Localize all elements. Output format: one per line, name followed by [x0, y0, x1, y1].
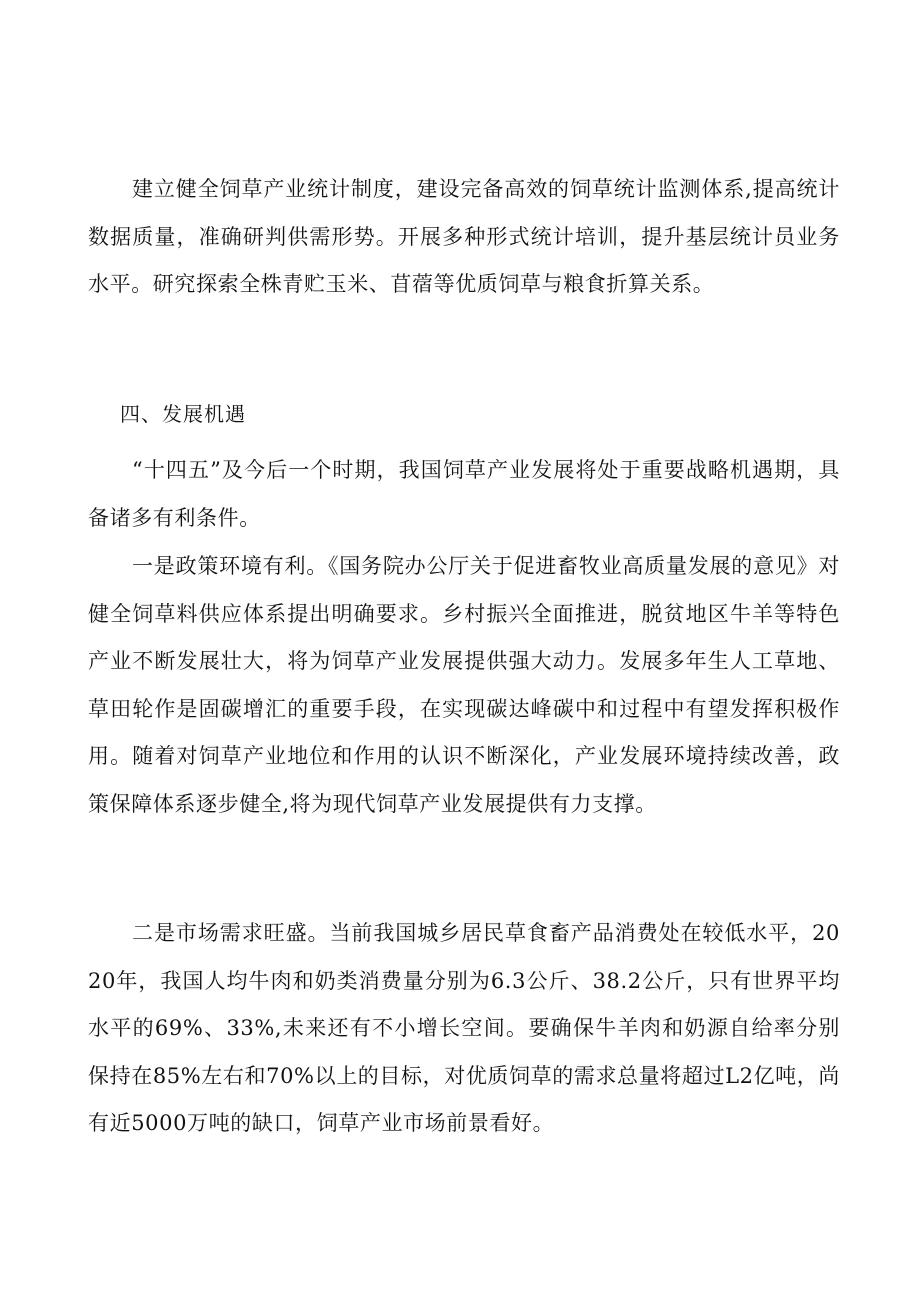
paragraph-statistics: 建立健全饲草产业统计制度，建设完备高效的饲草统计监测体系,提高统计数据质量，准确研判供需形势。开展多种形式统计培训，提升基层统计员业务水平。研究探索全株青贮玉米、苜蓿等优质饲草与粮食折算关系。 [88, 177, 840, 296]
paragraph-opportunity-intro: “十四五”及今后一个时期，我国饲草产业发展将处于重要战略机遇期，具备诸多有利条件。 [88, 458, 840, 530]
paragraph-policy-environment: 一是政策环境有利。《国务院办公厅关于促进畜牧业高质量发展的意见》对健全饲草料供应体系提出明确要求。乡村振兴全面推进，脱贫地区牛羊等特色产业不断发展壮大，将为饲草产业发展提供强大动力。发展多年生人工草地、草田轮作是固碳增汇的重要手段，在实现碳达峰碳中和过程中有望发挥积极作用。随着对饲草产业地位和作用的认识不断深化，产业发展环境持续改善，政策保障体系逐步健全,将为现代饲草产业发展提供有力支撑。 [88, 554, 840, 816]
paragraph-market-demand: 二是市场需求旺盛。当前我国城乡居民草食畜产品消费处在较低水平，2020年，我国人均牛肉和奶类消费量分别为6.3公斤、38.2公斤，只有世界平均水平的69%、33%,未来还有不小增长空间。要确保牛羊肉和奶源自给率分别保持在85%左右和70%以上的目标，对优质饲草的需求总量将超过L2亿吨，尚有近5000万吨的缺口，饲草产业市场前景看好。 [88, 921, 840, 1135]
section-heading: 四、发展机遇 [120, 402, 246, 426]
